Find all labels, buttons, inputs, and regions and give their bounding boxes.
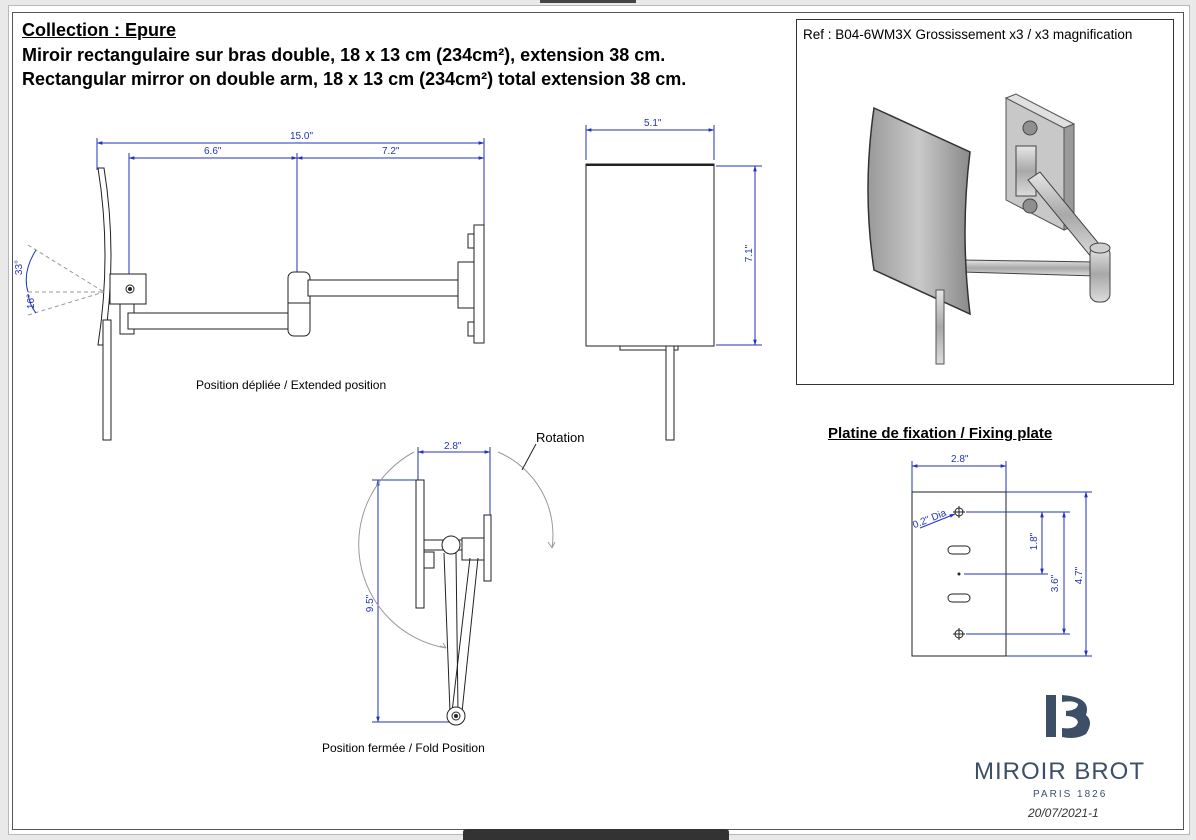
extended-view [26,138,484,440]
fold-position-caption: Position fermée / Fold Position [322,741,485,755]
dim-mirror-width: 5.1" [644,118,662,129]
front-view [586,125,762,440]
document-date: 20/07/2021-1 [1028,806,1099,820]
dim-arm-1: 6.6" [204,146,222,157]
description-en: Rectangular mirror on double arm, 18 x 13 cm (234cm²) total extension 38 cm. [22,69,687,89]
dim-plate-height: 4.7" [1074,566,1086,585]
collection-title: Collection : Epure [22,20,177,40]
dim-tilt-up: 33° [14,259,26,276]
fixing-plate-title: Platine de fixation / Fixing plate [828,425,1053,442]
rotation-label: Rotation [536,430,585,445]
extended-position-caption: Position dépliée / Extended position [196,378,387,392]
dim-folded-depth: 2.8" [444,441,462,452]
product-render [868,94,1110,364]
dim-hole-spacing: 3.6" [1050,574,1062,593]
dim-folded-height: 9.5" [365,594,377,613]
dim-mirror-height: 7.1" [744,244,756,263]
description-fr: Miroir rectangulaire sur bras double, 18 x 13 cm (234cm²), extension 38 cm. [22,45,666,65]
brand-tagline: PARIS 1826 [1033,789,1108,800]
dim-arm-2: 7.2" [382,146,400,157]
fixing-plate [912,461,1092,656]
folded-view [359,444,555,725]
dim-tilt-down: 16° [26,293,38,310]
bottom-toolbar[interactable] [463,829,729,840]
reference-text: Ref : B04-6WM3X Grossissement x3 / x3 magnification [803,27,1133,42]
dim-hole-dia: 0.2" Dia [911,507,949,532]
dim-hole-offset: 1.8" [1029,532,1041,551]
dim-plate-width: 2.8" [951,454,969,465]
dim-total-extension: 15.0" [290,131,314,142]
brand-logo [1046,695,1090,738]
brand-name: MIROIR BROT [974,758,1145,785]
